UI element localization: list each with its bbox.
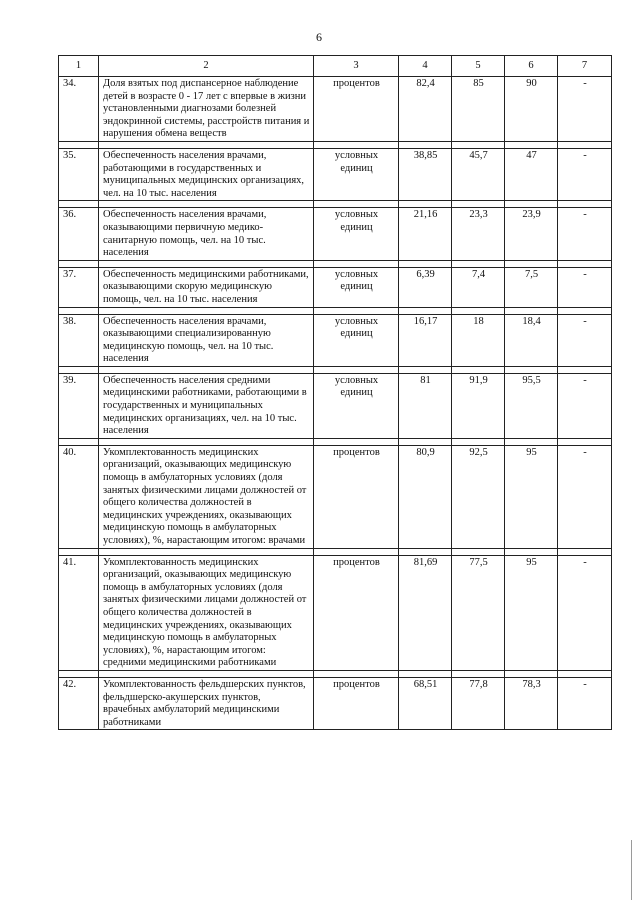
value-col4: 82,4 bbox=[399, 77, 452, 142]
value-col6: 95 bbox=[505, 555, 558, 670]
column-header: 7 bbox=[558, 56, 612, 77]
unit-of-measure: процентов bbox=[314, 445, 399, 548]
column-header: 5 bbox=[452, 56, 505, 77]
indicator-name: Укомплектованность фельдшерских пунктов, фельдшерско-акушерских пунктов, врачебных амбулаторий медицинскими работниками bbox=[99, 677, 314, 729]
value-col6: 7,5 bbox=[505, 267, 558, 307]
value-col4: 16,17 bbox=[399, 314, 452, 366]
value-col4: 38,85 bbox=[399, 148, 452, 200]
value-col6: 18,4 bbox=[505, 314, 558, 366]
unit-of-measure: процентов bbox=[314, 77, 399, 142]
value-col4: 81 bbox=[399, 373, 452, 438]
unit-of-measure: процентов bbox=[314, 555, 399, 670]
value-col7: - bbox=[558, 555, 612, 670]
table-row bbox=[59, 148, 612, 200]
table-row bbox=[59, 373, 612, 438]
value-col6: 90 bbox=[505, 77, 558, 142]
column-header: 6 bbox=[505, 56, 558, 77]
indicator-name: Укомплектованность медицинских организаций, оказывающих медицинскую помощь в амбулаторных условиях (доля занятых физическими лицами должностей от общего количества должностей в медицинских учреждениях, оказывающих медицинскую помощь в амбулаторных условиях), %, нарастающим итогом: средними медицинскими работниками bbox=[99, 555, 314, 670]
indicator-name: Укомплектованность медицинских организаций, оказывающих медицинскую помощь в амбулаторных условиях (доля занятых физическими лицами должностей от общего количества должностей в медицинских учреждениях, оказывающих медицинскую помощь в амбулаторных условиях), %, нарастающим итогом: врачами bbox=[99, 445, 314, 548]
column-header: 3 bbox=[314, 56, 399, 77]
value-col5: 23,3 bbox=[452, 208, 505, 260]
row-number: 40. bbox=[59, 445, 99, 548]
indicators-table bbox=[58, 55, 612, 730]
value-col6: 95,5 bbox=[505, 373, 558, 438]
unit-of-measure: условных единиц bbox=[314, 148, 399, 200]
row-separator bbox=[59, 548, 612, 555]
value-col5: 92,5 bbox=[452, 445, 505, 548]
table-row bbox=[59, 77, 612, 142]
value-col5: 45,7 bbox=[452, 148, 505, 200]
unit-of-measure: условных единиц bbox=[314, 267, 399, 307]
row-number: 42. bbox=[59, 677, 99, 729]
row-number: 34. bbox=[59, 77, 99, 142]
row-separator bbox=[59, 201, 612, 208]
page-number: 6 bbox=[316, 30, 322, 44]
table-row bbox=[59, 555, 612, 670]
indicator-name: Обеспеченность медицинскими работниками, оказывающими скорую медицинскую помощь, чел. на 10 тыс. населения bbox=[99, 267, 314, 307]
table-row bbox=[59, 314, 612, 366]
value-col7: - bbox=[558, 148, 612, 200]
table-header-row bbox=[59, 56, 612, 77]
value-col4: 81,69 bbox=[399, 555, 452, 670]
value-col5: 18 bbox=[452, 314, 505, 366]
value-col7: - bbox=[558, 373, 612, 438]
value-col7: - bbox=[558, 677, 612, 729]
row-number: 36. bbox=[59, 208, 99, 260]
indicator-name: Обеспеченность населения врачами, работающими в государственных и муниципальных медицинских организациях, чел. на 10 тыс. населения bbox=[99, 148, 314, 200]
row-separator bbox=[59, 670, 612, 677]
column-header: 2 bbox=[99, 56, 314, 77]
unit-of-measure: процентов bbox=[314, 677, 399, 729]
row-number: 37. bbox=[59, 267, 99, 307]
indicator-name: Обеспеченность населения врачами, оказывающими первичную медико-санитарную помощь, чел. на 10 тыс. населения bbox=[99, 208, 314, 260]
value-col7: - bbox=[558, 77, 612, 142]
table-row bbox=[59, 445, 612, 548]
value-col4: 80,9 bbox=[399, 445, 452, 548]
table-row bbox=[59, 208, 612, 260]
value-col4: 68,51 bbox=[399, 677, 452, 729]
value-col5: 7,4 bbox=[452, 267, 505, 307]
value-col6: 95 bbox=[505, 445, 558, 548]
value-col7: - bbox=[558, 208, 612, 260]
value-col5: 85 bbox=[452, 77, 505, 142]
column-header: 1 bbox=[59, 56, 99, 77]
row-number: 39. bbox=[59, 373, 99, 438]
scan-edge-mark bbox=[631, 840, 632, 900]
row-number: 41. bbox=[59, 555, 99, 670]
indicator-name: Обеспеченность населения врачами, оказывающими специализированную медицинскую помощь, чел. на 10 тыс. населения bbox=[99, 314, 314, 366]
table-row bbox=[59, 677, 612, 729]
unit-of-measure: условных единиц bbox=[314, 208, 399, 260]
row-separator bbox=[59, 141, 612, 148]
row-number: 35. bbox=[59, 148, 99, 200]
value-col5: 77,5 bbox=[452, 555, 505, 670]
value-col7: - bbox=[558, 445, 612, 548]
row-separator bbox=[59, 260, 612, 267]
column-header: 4 bbox=[399, 56, 452, 77]
indicator-name: Обеспеченность населения средними медицинскими работниками, работающими в государственных и муниципальных медицинских организациях, чел. на 10 тыс. населения bbox=[99, 373, 314, 438]
value-col6: 47 bbox=[505, 148, 558, 200]
unit-of-measure: условных единиц bbox=[314, 373, 399, 438]
value-col7: - bbox=[558, 314, 612, 366]
value-col6: 78,3 bbox=[505, 677, 558, 729]
unit-of-measure: условных единиц bbox=[314, 314, 399, 366]
row-separator bbox=[59, 366, 612, 373]
row-separator bbox=[59, 438, 612, 445]
value-col6: 23,9 bbox=[505, 208, 558, 260]
row-number: 38. bbox=[59, 314, 99, 366]
value-col7: - bbox=[558, 267, 612, 307]
table-row bbox=[59, 267, 612, 307]
row-separator bbox=[59, 307, 612, 314]
value-col4: 6,39 bbox=[399, 267, 452, 307]
indicator-name: Доля взятых под диспансерное наблюдение детей в возрасте 0 - 17 лет с впервые в жизни установленными диагнозами болезней эндокринной системы, расстройств питания и нарушения обмена веществ bbox=[99, 77, 314, 142]
value-col5: 77,8 bbox=[452, 677, 505, 729]
value-col4: 21,16 bbox=[399, 208, 452, 260]
value-col5: 91,9 bbox=[452, 373, 505, 438]
